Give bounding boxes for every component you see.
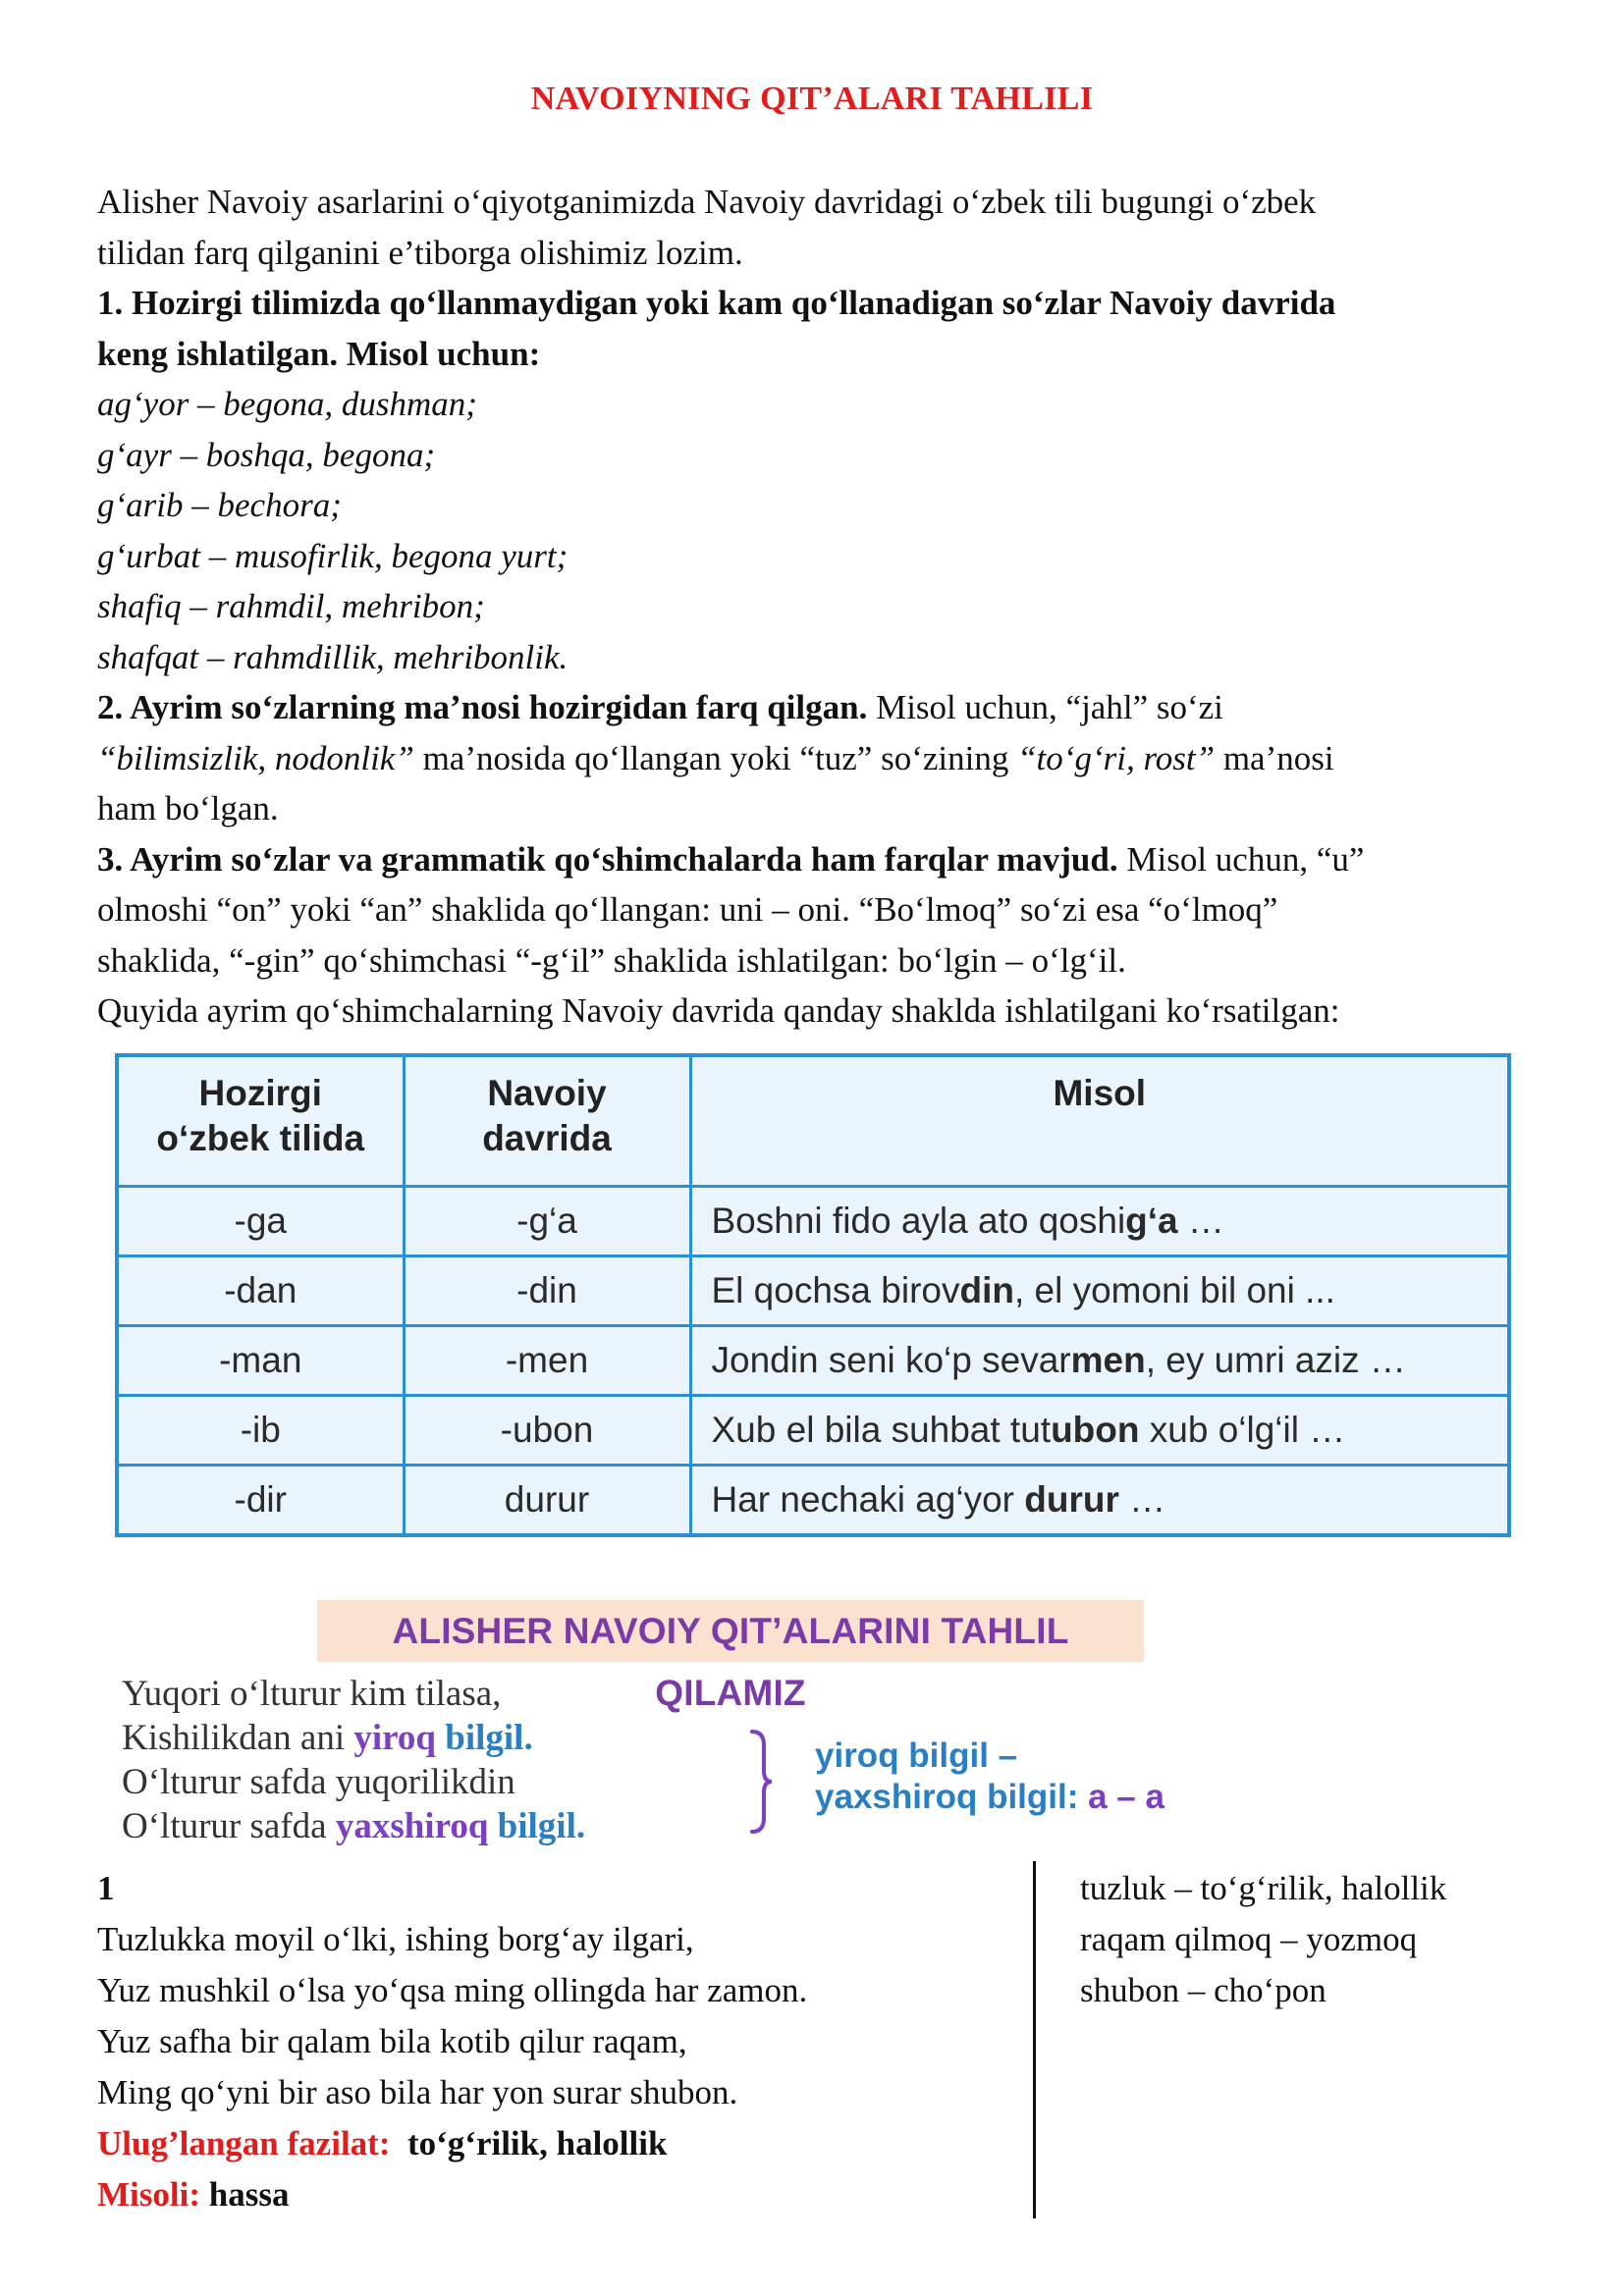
point2-paragraph xyxy=(97,733,1531,784)
point2-italic: “bilimsizlik, nodonlik” xyxy=(97,738,414,777)
column-divider xyxy=(1033,1861,1036,2218)
modern-suffix-cell: -dan xyxy=(117,1256,404,1326)
word-definition: g‘urbat – musofirlik, begona yurt; xyxy=(97,536,568,575)
point2-text: ma’nosida qo‘llangan yoki “tuz” so‘zining xyxy=(413,738,1018,777)
word-definition: g‘ayr – boshqa, begona; xyxy=(97,435,436,474)
page-title: NAVOIYNING QIT’ALARI TAHLILI xyxy=(530,80,1094,117)
qita-number: 1 xyxy=(97,1869,115,1907)
table-row xyxy=(117,1396,1509,1466)
rhyme-note-line: yaxshiroq bilgil: a – a xyxy=(815,1778,1164,1816)
navoiy-suffix-cell: durur xyxy=(404,1466,690,1536)
navoiy-suffix-cell: -din xyxy=(404,1256,690,1326)
word-definition: shafqat – rahmdillik, mehribonlik. xyxy=(97,637,568,676)
point2-paragraph xyxy=(97,682,1531,733)
point1-heading: 1. Hozirgi tilimizda qo‘llanmaydigan yoki kam qo‘llanadigan so‘zlar Navoiy davrida xyxy=(97,284,1336,322)
navoiy-suffix-cell: -men xyxy=(404,1326,690,1396)
table-intro: Quyida ayrim qo‘shimchalarning Navoiy davrida qanday shaklda ishlatilgani ko‘rsatilgan: xyxy=(97,991,1340,1030)
word-definition: ag‘yor – begona, dushman; xyxy=(97,385,477,423)
section-banner: ALISHER NAVOIY QIT’ALARINI TAHLIL QILAMIZ xyxy=(317,1600,1144,1662)
suffix-table xyxy=(115,1053,1511,1537)
example-line: Misoli: hassa xyxy=(97,2175,290,2214)
example-poem xyxy=(122,1672,585,1848)
table-row xyxy=(117,1187,1509,1256)
rhyme-note xyxy=(815,1735,1164,1818)
point3-heading: 3. Ayrim so‘zlar va grammatik qo‘shimchalarda ham farqlar mavjud. xyxy=(97,839,1118,879)
navoiy-suffix-cell: -ubon xyxy=(404,1396,690,1466)
point3-text: Misol uchun, “u” xyxy=(1117,839,1365,879)
modern-suffix-cell: -ib xyxy=(117,1396,404,1466)
virtue-line: Ulug’langan fazilat: to‘g‘rilik, halollik xyxy=(97,2124,668,2163)
navoiy-suffix-cell: -g‘a xyxy=(404,1187,690,1256)
modern-suffix-cell: -dir xyxy=(117,1466,404,1536)
glossary-item: shubon – cho‘pon xyxy=(1080,1971,1326,2009)
point3-paragraph: olmoshi “on” yoki “an” shaklida qo‘llangan: uni – oni. “Bo‘lmoq” so‘zi esa “o‘lmoq” xyxy=(97,890,1278,929)
point2-text: ma’nosi xyxy=(1215,738,1334,777)
point2-paragraph: ham bo‘lgan. xyxy=(97,789,279,828)
example-cell: Har nechaki ag‘yor durur … xyxy=(690,1466,1509,1536)
intro-line: Alisher Navoiy asarlarini o‘qiyotganimizda Navoiy davridagi o‘zbek tili bugungi o‘zbek xyxy=(97,183,1317,221)
modern-suffix-cell: -ga xyxy=(117,1187,404,1256)
column-header-example: Misol xyxy=(690,1055,1509,1187)
qita-line: Yuz safha bir qalam bila kotib qilur raqam, xyxy=(97,2022,687,2060)
example-cell: El qochsa birovdin, el yomoni bil oni ... xyxy=(690,1256,1509,1326)
point3-paragraph xyxy=(97,834,1531,885)
column-header-navoiy: Navoiy davrida xyxy=(404,1055,690,1187)
poem-line: Kishilikdan ani yiroq bilgil. xyxy=(122,1718,533,1758)
glossary xyxy=(1080,1863,1571,2016)
glossary-item: tuzluk – to‘g‘rilik, halollik xyxy=(1080,1869,1447,1907)
word-definition: shafiq – rahmdil, mehribon; xyxy=(97,587,485,625)
word-definition: g‘arib – bechora; xyxy=(97,486,342,524)
rhyme-note-line: yiroq bilgil – xyxy=(815,1736,1018,1775)
qita-text xyxy=(97,1863,1020,2220)
column-header-modern: Hozirgi o‘zbek tilida xyxy=(117,1055,404,1187)
point2-italic: “to‘g‘ri, rost” xyxy=(1017,738,1216,777)
curly-brace-icon xyxy=(746,1728,776,1836)
qita-line: Tuzlukka moyil o‘lki, ishing borg‘ay ilgari, xyxy=(97,1920,694,1958)
table-header-row xyxy=(117,1055,1509,1187)
example-cell: Xub el bila suhbat tutubon xub o‘lg‘il … xyxy=(690,1396,1509,1466)
glossary-item: raqam qilmoq – yozmoq xyxy=(1080,1920,1418,1958)
qita-line: Yuz mushkil o‘lsa yo‘qsa ming ollingda har zamon. xyxy=(97,1971,808,2009)
table-row xyxy=(117,1466,1509,1536)
point1-heading: keng ishlatilgan. Misol uchun: xyxy=(97,334,541,373)
modern-suffix-cell: -man xyxy=(117,1326,404,1396)
poem-line: O‘lturur safda yaxshiroq bilgil. xyxy=(122,1806,586,1846)
point2-heading: 2. Ayrim so‘zlarning ma’nosi hozirgidan farq qilgan. xyxy=(97,688,868,726)
example-cell: Jondin seni ko‘p sevarmen, ey umri aziz … xyxy=(690,1326,1509,1396)
table-row xyxy=(117,1256,1509,1326)
qita-line: Ming qo‘yni bir aso bila har yon surar shubon. xyxy=(97,2073,738,2111)
poem-line: O‘lturur safda yuqorilikdin xyxy=(122,1762,515,1802)
example-cell: Boshni fido ayla ato qoshig‘a … xyxy=(690,1187,1509,1256)
table-row xyxy=(117,1326,1509,1396)
poem-line: Yuqori o‘lturur kim tilasa, xyxy=(122,1674,502,1714)
intro-line: tilidan farq qilganini e’tiborga olishimiz lozim. xyxy=(97,233,743,272)
body-text xyxy=(97,177,1531,1037)
point2-text: Misol uchun, “jahl” so‘zi xyxy=(867,688,1223,726)
point3-paragraph: shaklida, “-gin” qo‘shimchasi “-g‘il” shaklida ishlatilgan: bo‘lgin – o‘lg‘il. xyxy=(97,940,1126,980)
